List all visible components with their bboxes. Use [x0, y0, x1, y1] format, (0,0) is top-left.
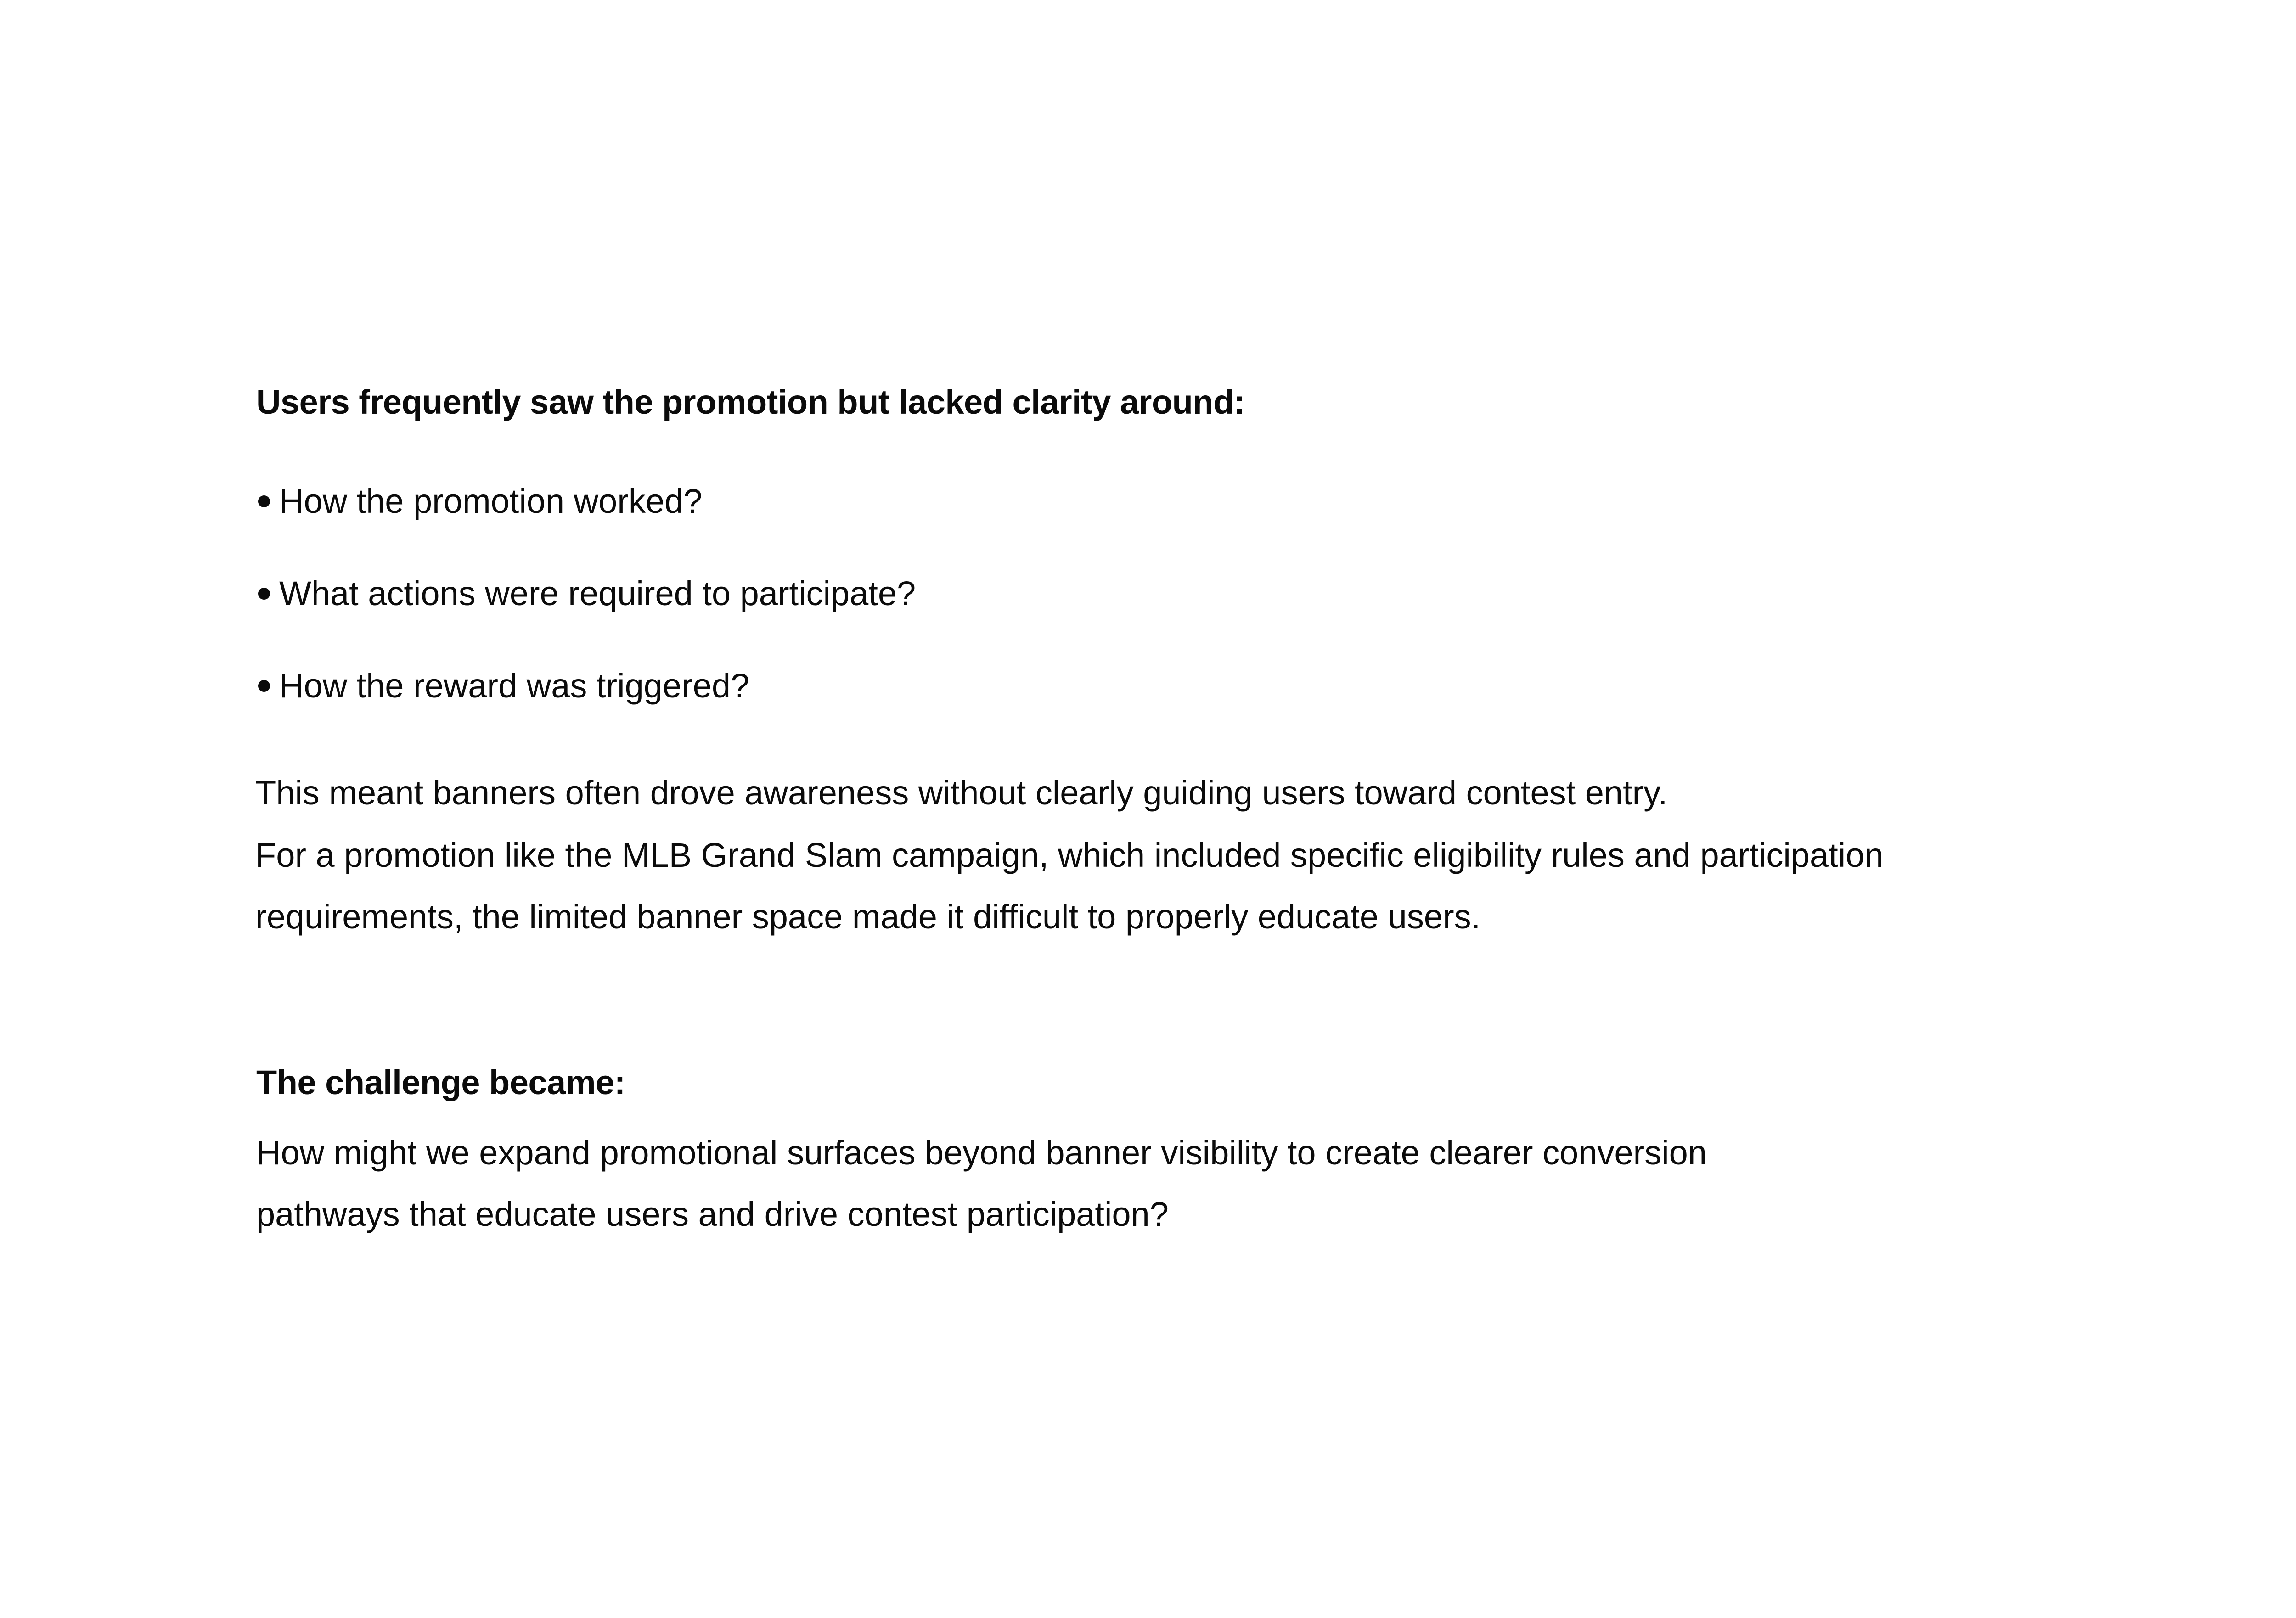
challenge-question-line: pathways that educate users and drive contest participation?	[256, 1195, 1169, 1233]
intro-heading: Users frequently saw the promotion but lacked clarity around:	[256, 383, 1245, 421]
body-paragraph-line: For a promotion like the MLB Grand Slam campaign, which included specific eligibility rules and participation	[255, 836, 1884, 874]
bullet-text: What actions were required to participate?	[279, 574, 916, 612]
bullet-item	[256, 479, 702, 523]
body-paragraph-line: This meant banners often drove awareness without clearly guiding users toward contest entry.	[255, 774, 1668, 812]
bullet-dot-icon	[258, 680, 270, 692]
bullet-item	[256, 572, 916, 616]
bullet-dot-icon	[258, 495, 270, 507]
bullet-dot-icon	[258, 588, 270, 600]
bullet-text: How the promotion worked?	[279, 482, 703, 520]
body-paragraph-line: requirements, the limited banner space made it difficult to properly educate users.	[255, 898, 1481, 936]
challenge-heading: The challenge became:	[256, 1063, 625, 1101]
bullet-text: How the reward was triggered?	[279, 667, 750, 705]
challenge-question-line: How might we expand promotional surfaces beyond banner visibility to create clearer conversion	[256, 1134, 1707, 1172]
bullet-item	[256, 664, 749, 708]
